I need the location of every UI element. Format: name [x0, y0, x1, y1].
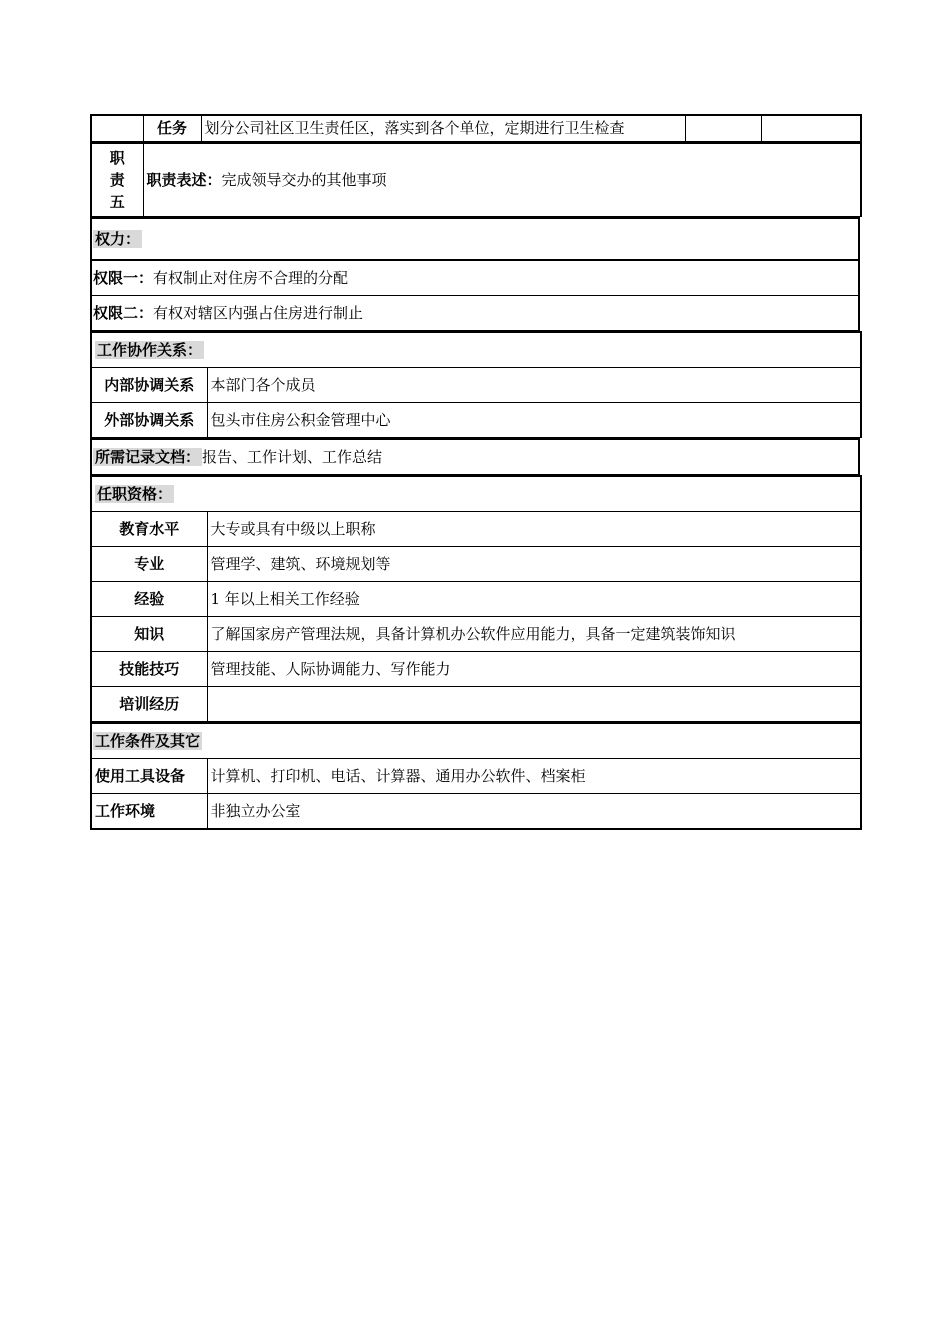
conditions-heading: 工作条件及其它: [95, 731, 201, 750]
cooperation-row: [91, 402, 861, 437]
duty-five-table: [90, 114, 862, 142]
cooperation-row: [91, 367, 861, 402]
cooperation-label: 外部协调关系: [91, 402, 207, 437]
authority-item-row: [91, 295, 859, 330]
qualifications-heading-row: [91, 476, 861, 512]
records-label: 所需记录文档：: [95, 447, 201, 466]
cooperation-heading: 工作协作关系：: [97, 340, 203, 359]
qualification-value: 了解国家房产管理法规，具备计算机办公软件应用能力，具备一定建筑装饰知识: [207, 616, 861, 651]
side-label-char: 五: [109, 192, 125, 211]
task-label: 任务: [143, 115, 201, 141]
task-text: 划分公司社区卫生责任区，落实到各个单位，定期进行卫生检查: [201, 115, 685, 141]
condition-row: [91, 793, 861, 829]
qualifications-heading: 任职资格：: [97, 484, 173, 503]
authority-heading: 权力：: [95, 229, 141, 248]
authority-text: 有权对辖区内强占住房进行制止: [153, 303, 364, 322]
desc-text: 完成领导交办的其他事项: [221, 170, 387, 189]
side-label-char: 职: [109, 148, 125, 167]
empty-cell: [685, 115, 761, 141]
empty-cell: [91, 115, 143, 141]
duty-five-desc-cell: [143, 143, 861, 217]
cooperation-heading-row: [91, 332, 861, 368]
duty-five-side-label: [91, 143, 143, 217]
duty-five-task-row: [91, 115, 861, 141]
empty-cell: [761, 115, 861, 141]
cooperation-value: 包头市住房公积金管理中心: [207, 402, 861, 437]
authority-heading-row: [91, 218, 859, 260]
condition-value: 计算机、打印机、电话、计算器、通用办公软件、档案柜: [207, 758, 861, 793]
qualification-value: 1 年以上相关工作经验: [207, 581, 861, 616]
authority-text: 有权制止对住房不合理的分配: [153, 268, 349, 287]
duty-five-desc-row: [91, 143, 861, 217]
qualification-row: [91, 616, 861, 651]
qualification-row: [91, 581, 861, 616]
cooperation-table: [90, 331, 862, 438]
qualification-row: [91, 686, 861, 721]
qualification-value: 管理学、建筑、环境规划等: [207, 546, 861, 581]
conditions-heading-row: [91, 723, 861, 759]
authority-table: [90, 217, 860, 331]
condition-label: 使用工具设备: [91, 758, 207, 793]
qualification-label: 专业: [91, 546, 207, 581]
qualification-label: 技能技巧: [91, 651, 207, 686]
qualification-value: 管理技能、人际协调能力、写作能力: [207, 651, 861, 686]
condition-row: [91, 758, 861, 793]
cooperation-label: 内部协调关系: [91, 367, 207, 402]
qualification-label: 教育水平: [91, 511, 207, 546]
qualification-label: 培训经历: [91, 686, 207, 721]
qualification-value: 大专或具有中级以上职称: [207, 511, 861, 546]
qualification-row: [91, 546, 861, 581]
condition-label: 工作环境: [91, 793, 207, 829]
qualification-row: [91, 511, 861, 546]
condition-value: 非独立办公室: [207, 793, 861, 829]
cooperation-value: 本部门各个成员: [207, 367, 861, 402]
qualification-label: 知识: [91, 616, 207, 651]
qualification-row: [91, 651, 861, 686]
records-table: [90, 438, 860, 475]
qualification-value: [207, 686, 861, 721]
desc-label: 职责表述：: [146, 170, 222, 189]
qualification-label: 经验: [91, 581, 207, 616]
authority-label: 权限二：: [93, 303, 154, 322]
authority-label: 权限一：: [93, 268, 154, 287]
conditions-table: [90, 722, 862, 830]
qualifications-table: [90, 475, 862, 722]
duty-five-desc-table: [90, 142, 862, 217]
authority-item-row: [91, 260, 859, 296]
job-description-document: [90, 114, 860, 830]
side-label-char: 责: [109, 170, 125, 189]
records-text: 报告、工作计划、工作总结: [202, 447, 383, 466]
records-row: [91, 439, 859, 475]
